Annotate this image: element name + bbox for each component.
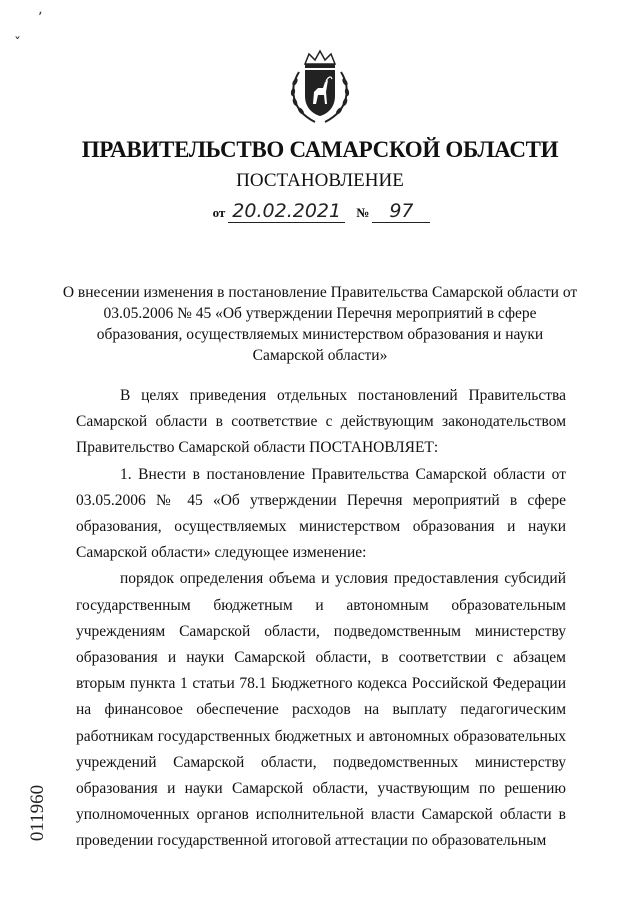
body-paragraph: В целях приведения отдельных постановлений Правительства Самарской области в соответствие с действующим законодательством Правительство Самарской области ПОСТАНОВЛЯЕТ: — [76, 387, 566, 457]
date-label: от — [212, 205, 226, 220]
stray-mark: ˇ — [14, 36, 21, 52]
samara-coat-of-arms-icon — [285, 48, 355, 126]
stray-mark: ʼ — [38, 10, 43, 26]
margin-number-text: 011960 — [27, 784, 49, 842]
body-paragraph: 1. Внести в постановление Правительства Самарской области от 03.05.2006 № 45 «Об утверждении Перечня мероприятий в сфере образования, осуществляемых министерством образования и науки Самарской области» следующее изменение: — [76, 465, 566, 562]
handwritten-date: 20.02.2021 — [228, 200, 345, 223]
number-label: № — [356, 205, 370, 220]
document-subject: О внесении изменения в постановление Правительства Самарской области от 03.05.2006 № 45 «Об утверждении Перечня мероприятий в сфере образования, осуществляемых министерством образования и науки Самарской области» — [62, 284, 578, 364]
document-body — [76, 383, 566, 855]
document-type: ПОСТАНОВЛЕНИЕ — [236, 170, 404, 191]
organization-title: ПРАВИТЕЛЬСТВО САМАРСКОЙ ОБЛАСТИ — [81, 137, 559, 162]
handwritten-number: 97 — [372, 200, 430, 223]
date-number-line — [0, 200, 640, 223]
body-paragraph: порядок определения объема и условия предоставления субсидий государственным бюджетным и автономным образовательным учреждениям Самарской области, подведомственным министерству образования и науки Самарской области, в соответствии с абзацем вторым пункта 1 статьи 78.1 Бюджетного кодекса Российской Федерации на финансовое обеспечение расходов на выплату педагогическим работникам государственных бюджетных и автономных образовательных учреждений Самарской области, подведомственных министерству образования и науки Самарской области, участвующим по решению уполномоченных органов исполнительной власти Самарской области в проведении государственной итоговой аттестации по образовательным — [76, 570, 566, 850]
margin-registration-number — [24, 770, 52, 856]
